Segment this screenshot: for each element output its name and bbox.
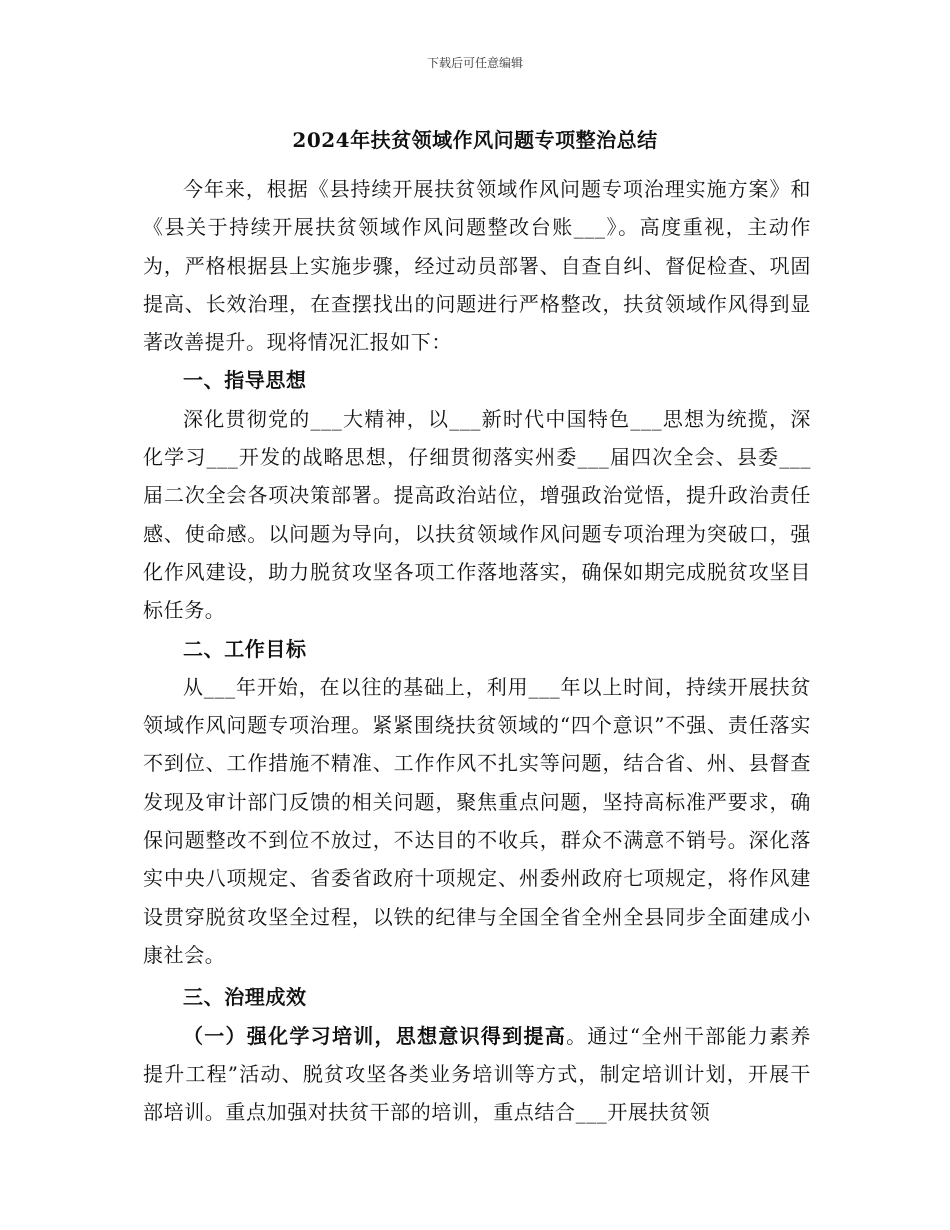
section-paragraph-work-goal: 从___年开始，在以往的基础上，利用___年以上时间，持续开展扶贫领域作风问题专项治理。紧紧围绕扶贫领域的“四个意识”不强、责任落实不到位、工作措施不精准、工作作风不扎实等问题，结合省、州、县督查发现及审计部门反馈的相关问题，聚焦重点问题，坚持高标准严要求，确保问题整改不到位不放过，不达目的不收兵，群众不满意不销号。深化落实中央八项规定、省委省政府十项规定、州委州政府七项规定，将作风建设贯穿脱贫攻坚全过程，以铁的纪律与全国全省全州全县同步全面建成小康社会。 (143, 674, 811, 967)
page-header-note: 下载后可任意编辑 (426, 56, 523, 70)
section-heading-guiding-thought: 一、指导思想 (183, 368, 307, 393)
document-title: 2024年扶贫领域作风问题专项整治总结 (292, 128, 658, 152)
subsection-paragraph-training (143, 1017, 811, 1132)
section-paragraph-guiding-thought: 深化贯彻党的___大精神，以___新时代中国特色___思想为统揽，深化学习___开发的战略思想，仔细贯彻落实州委___届四次全会、县委___届二次全会各项决策部署。提高政治站位，增强政治觉悟，提升政治责任感、使命感。以问题为导向，以扶贫领域作风问题专项治理为突破口，强化作风建设，助力脱贫攻坚各项工作落地落实，确保如期完成脱贫攻坚目标任务。 (143, 406, 811, 623)
document-body (143, 170, 811, 1131)
subsection-lead-training: （一）强化学习培训，思想意识得到提高 (183, 1023, 567, 1048)
intro-paragraph: 今年来，根据《县持续开展扶贫领域作风问题专项治理实施方案》和《县关于持续开展扶贫领域作风问题整改台账___》。高度重视，主动作为，严格根据县上实施步骤，经过动员部署、自查自纠、督促检查、巩固提高、长效治理，在查摆找出的问题进行严格整改，扶贫领域作风得到显著改善提升。现将情况汇报如下： (143, 177, 811, 355)
section-heading-work-goal: 二、工作目标 (183, 636, 307, 661)
subsection-text-training: 。通过“全州干部能力素养提升工程”活动、脱贫攻坚各类业务培训等方式，制定培训计划，开展干部培训。重点加强对扶贫干部的培训，重点结合___开展扶贫领 (143, 1023, 811, 1125)
section-heading-results: 三、治理成效 (183, 985, 307, 1010)
